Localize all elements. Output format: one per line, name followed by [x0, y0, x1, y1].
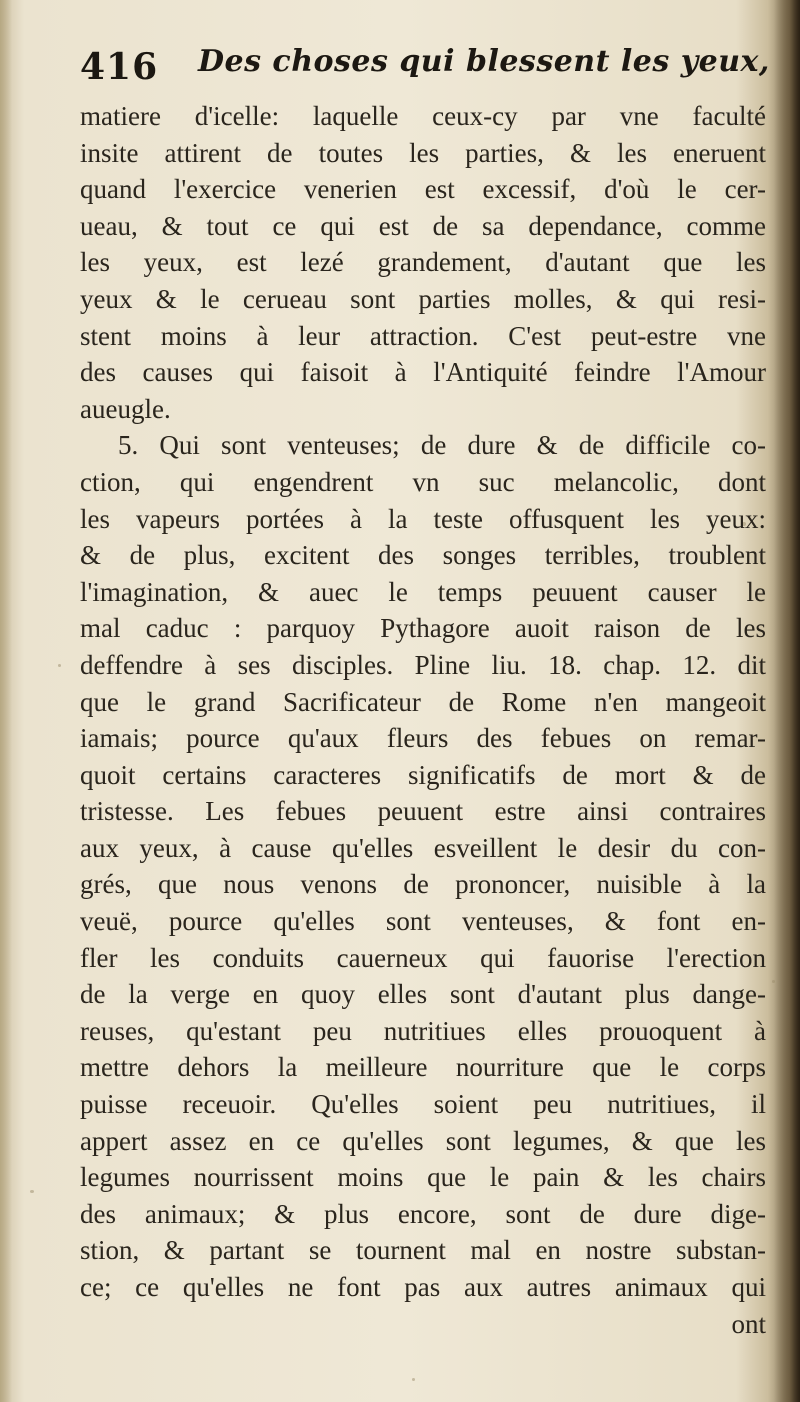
text-line: legumes nourrissent moins que le pain & les chairs [80, 1162, 766, 1193]
text-line: iamais; pource qu'aux fleurs des febues on remar- [80, 723, 766, 754]
text-line: l'imagination, & auec le temps peuuent causer le [80, 576, 766, 607]
text-line: de la verge en quoy elles sont d'autant plus dange- [80, 979, 766, 1010]
text-line: tristesse. Les febues peuuent estre ainsi contraires [80, 796, 766, 827]
running-title: Des choses qui blessent les yeux, [198, 44, 770, 79]
text-line: matiere d'icelle: laquelle ceux-cy par vne faculté [80, 101, 766, 131]
text-line: insite attirent de toutes les parties, & les eneruent [80, 137, 766, 168]
page-left-edge [0, 0, 12, 1402]
text-line: que le grand Sacrificateur de Rome n'en mangeoit [80, 686, 766, 717]
text-line: quand l'exercice venerien est excessif, d'où le cer- [80, 174, 766, 205]
page-number: 416 [80, 46, 159, 88]
catchword: ont [731, 1308, 766, 1339]
text-line: yeux & le cerueau sont parties molles, & qui resi- [80, 283, 766, 314]
text-line: ction, qui engendrent vn suc melancolic, dont [80, 466, 766, 497]
text-line: mal caduc : parquoy Pythagore auoit raison de les [80, 613, 766, 644]
text-line: grés, que nous venons de prononcer, nuisible à la [80, 869, 766, 900]
text-line: puisse receuoir. Qu'elles soient peu nutritiues, il [80, 1089, 766, 1120]
text-line: aux yeux, à cause qu'elles esveillent le desir du con- [80, 832, 766, 863]
text-line: fler les conduits cauerneux qui fauorise l'erection [80, 942, 766, 973]
text-line: stion, & partant se tournent mal en nostre substan- [80, 1235, 766, 1266]
text-line: ce; ce qu'elles ne font pas aux autres animaux qui [80, 1272, 766, 1302]
text-line: stent moins à leur attraction. C'est peut-estre vne [80, 320, 766, 351]
text-line: quoit certains caracteres significatifs de mort & de [80, 759, 766, 790]
text-line: des animaux; & plus encore, sont de dure dige- [80, 1198, 766, 1229]
text-line: aueugle. [80, 393, 171, 424]
paragraph-start-line: 5. Qui sont venteuses; de dure & de difficile co- [118, 430, 766, 461]
text-line: reuses, qu'estant peu nutritiues elles prouoquent à [80, 1015, 766, 1046]
text-line: & de plus, excitent des songes terribles, troublent [80, 540, 766, 571]
text-line: les vapeurs portées à la teste offusquent les yeux: [80, 503, 766, 534]
text-line: deffendre à ses disciples. Pline liu. 18. chap. 12. dit [80, 649, 766, 680]
text-line: des causes qui faisoit à l'Antiquité feindre l'Amour [80, 357, 766, 388]
binding-gutter-shadow [774, 0, 800, 1402]
text-line: appert assez en ce qu'elles sont legumes, & que les [80, 1125, 766, 1156]
body-text [80, 98, 766, 1342]
text-line: mettre dehors la meilleure nourriture que le corps [80, 1052, 766, 1083]
text-line: les yeux, est lezé grandement, d'autant que les [80, 247, 766, 278]
running-header [80, 40, 770, 100]
text-line: ueau, & tout ce qui est de sa dependance, comme [80, 210, 766, 241]
text-line: veuë, pource qu'elles sont venteuses, & font en- [80, 906, 766, 937]
